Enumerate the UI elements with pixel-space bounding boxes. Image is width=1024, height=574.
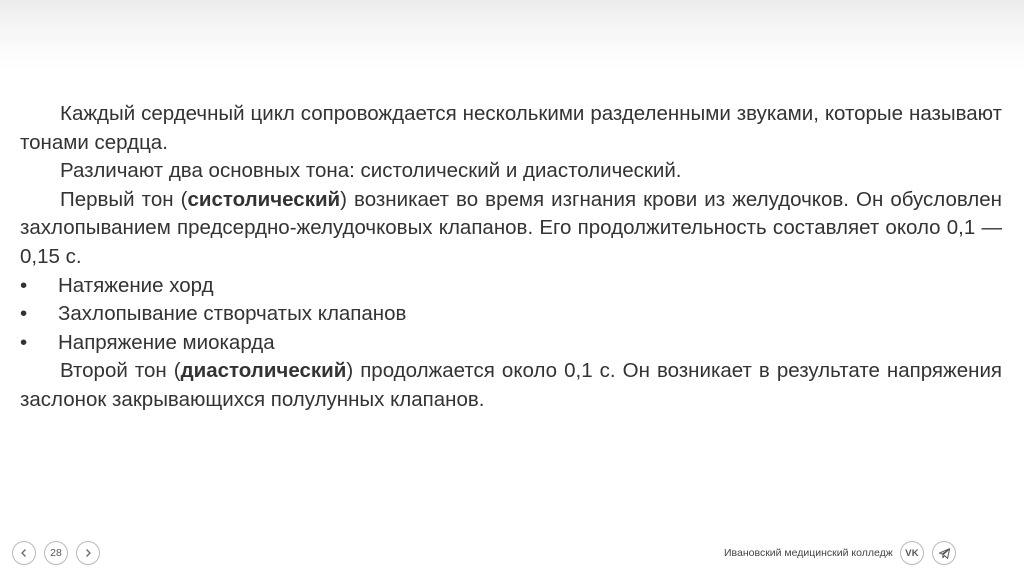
first-tone-before: Первый тон ( — [60, 187, 188, 211]
organization-name: Ивановский медицинский колледж — [724, 547, 893, 559]
list-item — [20, 300, 1002, 329]
telegram-icon — [938, 547, 951, 560]
first-tone-after: ) возникает во время изгнания крови из желудочков. Он обусловлен захлопыванием предсердно-желудочковых клапанов. Его продолжительность составляет около 0,1 — 0,15 с. — [20, 187, 1002, 268]
telegram-share-button[interactable] — [932, 541, 956, 565]
second-tone-bold: диастолический — [180, 359, 347, 383]
list-item-text: Напряжение миокарда — [58, 330, 275, 354]
paragraph-intro-1: Каждый сердечный цикл сопровождается несколькими разделенными звуками, которые называют тонами сердца. — [20, 102, 1002, 154]
list-item-text: Натяжение хорд — [58, 273, 214, 297]
paragraph-first-tone — [20, 186, 1002, 272]
vk-icon: VK — [905, 547, 919, 559]
list-item — [20, 329, 1002, 358]
chevron-left-icon — [19, 548, 29, 558]
chevron-right-icon — [83, 548, 93, 558]
second-tone-before: Второй тон ( — [60, 359, 181, 383]
page-number: 28 — [50, 547, 62, 559]
bullet-list — [20, 272, 1002, 358]
bullet-dot: • — [20, 273, 28, 297]
vk-share-button[interactable] — [900, 541, 924, 565]
paragraph-intro-2: Различают два основных тона: систолический и диастолический. — [60, 159, 682, 183]
list-item — [20, 272, 1002, 301]
prev-slide-button[interactable] — [12, 541, 36, 565]
paragraph-second-tone — [20, 357, 1002, 414]
bullet-dot: • — [20, 302, 28, 326]
slide-content — [20, 100, 1002, 415]
list-item-text: Захлопывание створчатых клапанов — [58, 302, 407, 326]
bullet-dot: • — [20, 330, 28, 354]
second-tone-after: ) продолжается около 0,1 с. Он возникает в результате напряжения заслонок закрывающихся полулунных клапанов. — [20, 359, 1002, 411]
first-tone-bold: систолический — [187, 187, 341, 211]
next-slide-button[interactable] — [76, 541, 100, 565]
page-number-badge — [44, 541, 68, 565]
